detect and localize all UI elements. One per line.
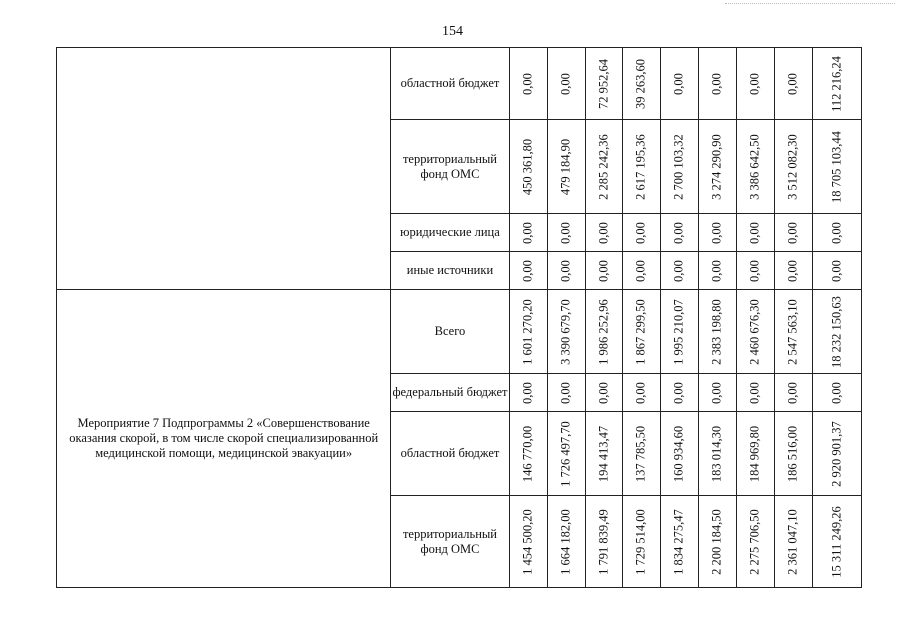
value-text: 0,00 [558,72,573,95]
value-text: 194 413,47 [596,425,611,482]
value-cell [736,290,774,374]
value-cell [585,496,622,588]
value-cell [698,412,736,496]
value-cell [509,290,547,374]
value-cell [622,214,660,252]
value-cell [736,48,774,120]
event-cell-prior [57,48,391,290]
value-cell [736,412,774,496]
scan-artifact-line [725,3,895,5]
value-cell [736,214,774,252]
value-text: 1 867 299,50 [633,298,648,365]
value-cell [547,412,585,496]
value-cell [547,48,585,120]
value-text: 450 361,80 [520,138,535,195]
value-text: 137 785,50 [633,425,648,482]
value-text: 1 791 839,49 [596,508,611,575]
value-cell [509,412,547,496]
value-cell [585,48,622,120]
value-text: 0,00 [785,221,800,244]
value-text: 1 986 252,96 [596,298,611,365]
value-text: 0,00 [596,221,611,244]
value-text: 0,00 [558,259,573,282]
value-text: 0,00 [558,381,573,404]
value-text: 2 547 563,10 [785,298,800,365]
value-text: 146 770,00 [520,425,535,482]
value-cell [774,374,812,412]
table-row [57,48,862,120]
value-cell [774,290,812,374]
value-text: 0,00 [709,259,724,282]
value-cell [585,290,622,374]
value-cell [812,252,861,290]
value-cell [812,48,861,120]
value-cell [547,374,585,412]
value-cell [698,214,736,252]
value-text: 0,00 [785,259,800,282]
value-text: 2 920 901,37 [829,420,844,487]
source-label: территориальный фонд ОМС [391,496,509,588]
value-text: 3 274 290,90 [709,133,724,200]
value-cell [736,496,774,588]
value-cell [622,496,660,588]
value-cell [547,214,585,252]
value-text: 2 383 198,80 [709,298,724,365]
value-text: 2 700 103,32 [671,133,686,200]
value-text: 2 617 195,36 [633,133,648,200]
value-cell [585,120,622,214]
value-text: 0,00 [633,259,648,282]
value-text: 0,00 [520,221,535,244]
value-cell [698,290,736,374]
value-cell [774,48,812,120]
value-text: 0,00 [671,259,686,282]
value-cell [509,252,547,290]
value-cell [509,496,547,588]
value-cell [509,374,547,412]
value-cell [509,214,547,252]
value-cell [660,374,698,412]
value-cell [622,412,660,496]
value-cell [547,252,585,290]
value-cell [774,214,812,252]
value-text: 1 601 270,20 [520,298,535,365]
value-text: 2 361 047,10 [785,508,800,575]
value-text: 0,00 [747,72,762,95]
value-cell [698,252,736,290]
value-cell [585,374,622,412]
value-text: 0,00 [596,259,611,282]
value-cell [812,290,861,374]
value-cell [622,252,660,290]
value-text: 18 705 103,44 [829,130,844,203]
value-cell [698,48,736,120]
value-text: 2 275 706,50 [747,508,762,575]
value-text: 184 969,80 [747,425,762,482]
value-text: 0,00 [709,381,724,404]
funding-table [56,47,862,588]
value-cell [698,120,736,214]
value-text: 15 311 249,26 [829,505,844,578]
value-text: 2 285 242,36 [596,133,611,200]
value-cell [660,496,698,588]
value-text: 0,00 [633,221,648,244]
value-cell [736,374,774,412]
page-number: 154 [442,24,463,39]
value-cell [622,374,660,412]
value-cell [547,496,585,588]
value-text: 0,00 [520,259,535,282]
value-cell [585,252,622,290]
value-cell [660,214,698,252]
value-text: 0,00 [671,221,686,244]
source-label: иные источники [391,252,509,290]
value-cell [774,412,812,496]
value-text: 0,00 [785,381,800,404]
value-text: 0,00 [633,381,648,404]
value-text: 0,00 [747,259,762,282]
value-text: 72 952,64 [596,58,611,109]
value-text: 0,00 [709,72,724,95]
value-cell [736,252,774,290]
value-cell [774,120,812,214]
value-text: 479 184,90 [558,138,573,195]
value-cell [736,120,774,214]
value-text: 1 454 500,20 [520,508,535,575]
value-cell [509,120,547,214]
value-text: 183 014,30 [709,425,724,482]
source-label: территориальный фонд ОМС [391,120,509,214]
value-text: 1 726 497,70 [558,420,573,487]
value-cell [698,496,736,588]
value-text: 3 512 082,30 [785,133,800,200]
source-label: областной бюджет [391,412,509,496]
value-text: 1 729 514,00 [633,508,648,575]
value-text: 39 263,60 [633,58,648,109]
value-cell [622,120,660,214]
value-cell [812,412,861,496]
event-title: Мероприятие 7 Подпрограммы 2 «Совершенствование оказания скорой, в том числе скорой специализированной медицинской помощи, медицинской эвакуации» [57,290,391,588]
value-text: 2 200 184,50 [709,508,724,575]
value-cell [622,290,660,374]
value-cell [774,496,812,588]
value-cell [660,412,698,496]
source-label: Всего [391,290,509,374]
value-text: 1 664 182,00 [558,508,573,575]
value-cell [622,48,660,120]
value-text: 0,00 [709,221,724,244]
value-cell [812,496,861,588]
value-text: 0,00 [829,259,844,282]
value-cell [812,214,861,252]
value-cell [509,48,547,120]
value-cell [660,48,698,120]
value-cell [547,120,585,214]
value-text: 0,00 [785,72,800,95]
value-cell [585,412,622,496]
value-cell [660,290,698,374]
value-text: 3 386 642,50 [747,133,762,200]
value-text: 0,00 [829,221,844,244]
value-text: 0,00 [671,381,686,404]
value-cell [812,120,861,214]
value-text: 186 516,00 [785,425,800,482]
value-text: 0,00 [520,381,535,404]
value-cell [585,214,622,252]
value-text: 0,00 [520,72,535,95]
value-cell [774,252,812,290]
source-label: федеральный бюджет [391,374,509,412]
value-text: 0,00 [596,381,611,404]
value-text: 0,00 [747,221,762,244]
value-cell [812,374,861,412]
value-cell [660,252,698,290]
value-text: 0,00 [747,381,762,404]
value-text: 0,00 [829,381,844,404]
value-cell [660,120,698,214]
value-cell [547,290,585,374]
source-label: юридические лица [391,214,509,252]
value-text: 3 390 679,70 [558,298,573,365]
value-text: 18 232 150,63 [829,295,844,368]
source-label: областной бюджет [391,48,509,120]
value-text: 0,00 [671,72,686,95]
value-text: 1 834 275,47 [671,508,686,575]
table-row [57,290,862,374]
value-text: 112 216,24 [829,55,844,112]
value-text: 2 460 676,30 [747,298,762,365]
value-text: 160 934,60 [671,425,686,482]
value-text: 0,00 [558,221,573,244]
value-cell [698,374,736,412]
value-text: 1 995 210,07 [671,298,686,365]
